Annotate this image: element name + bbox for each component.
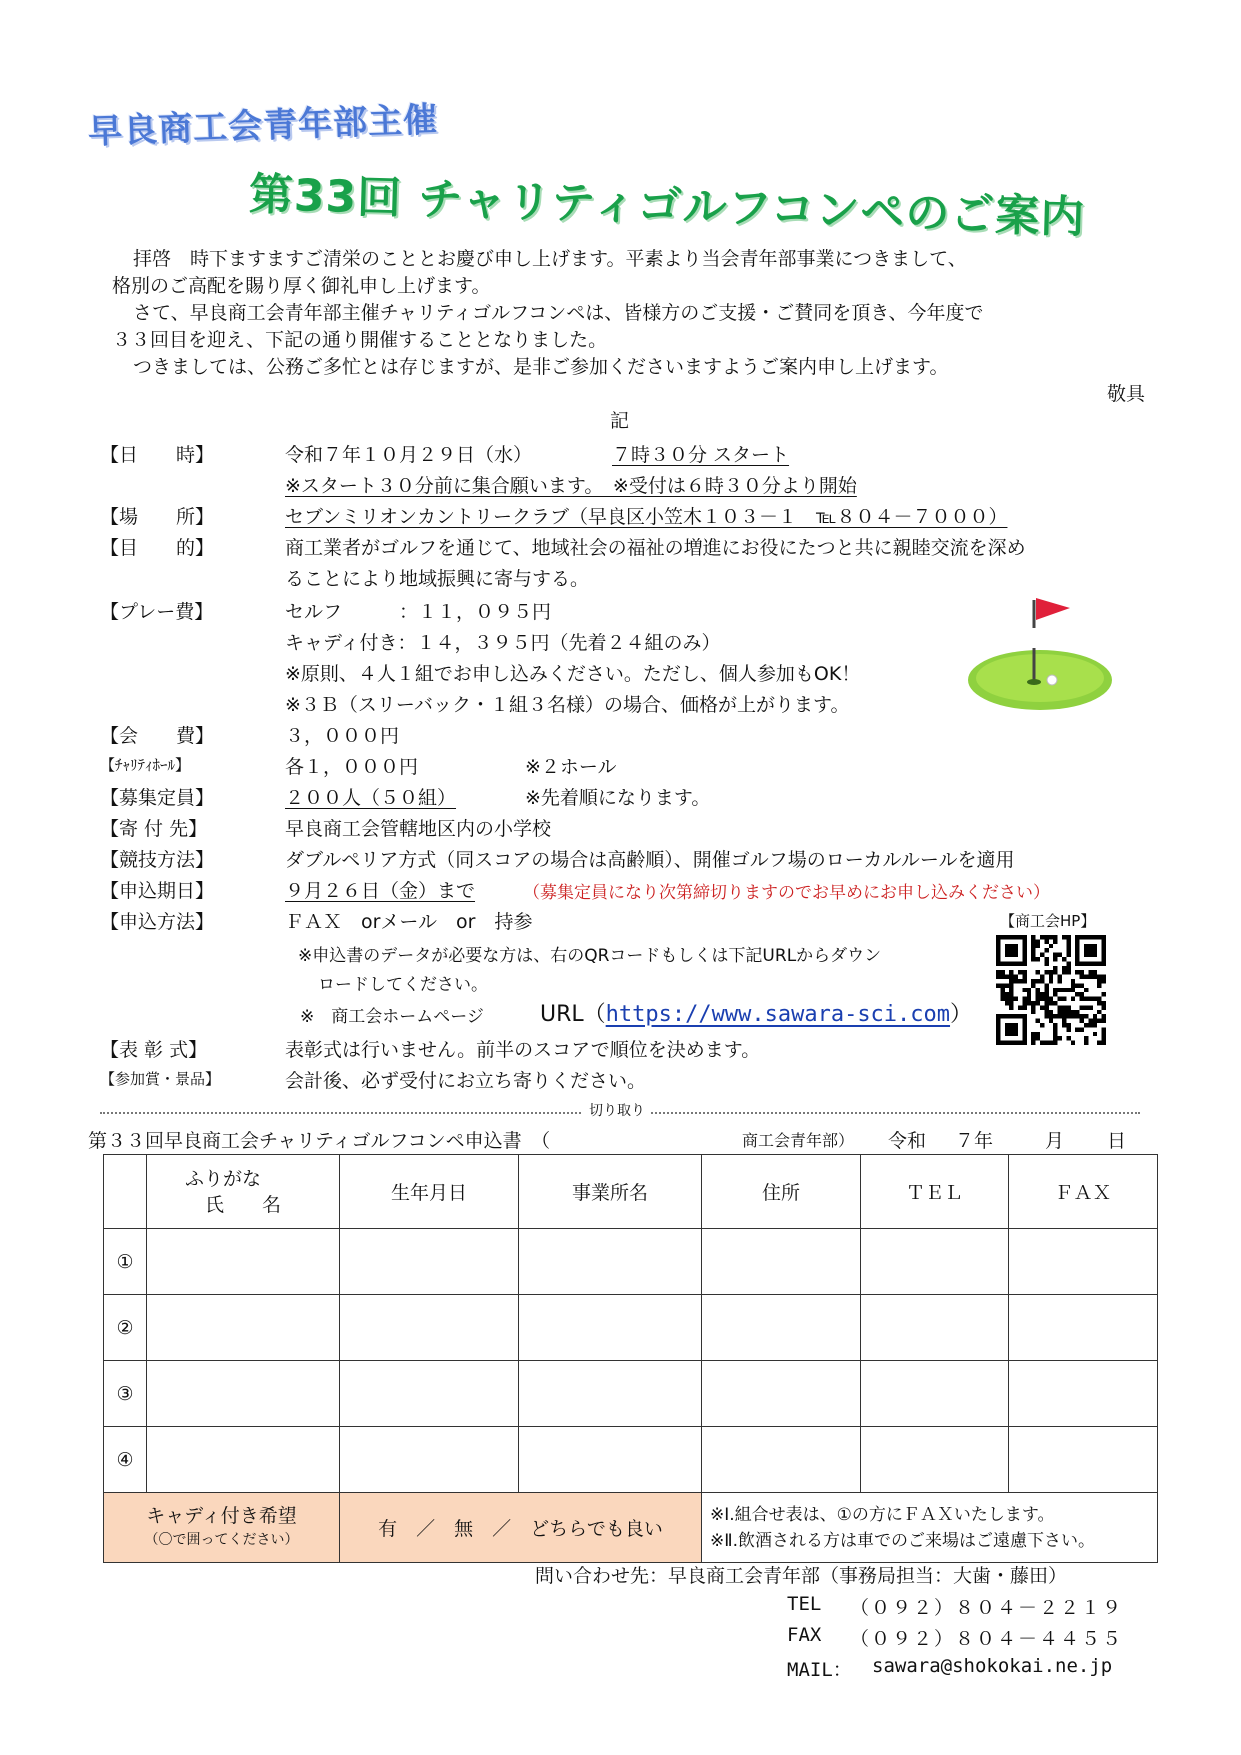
name-input-cell[interactable] [147,1427,340,1493]
business-input-cell[interactable] [519,1229,702,1295]
fee-label: 【会 費】 [100,725,215,747]
header-tel-cell: ＴＥＬ [861,1155,1009,1229]
row-number: ① [104,1229,147,1295]
fax-input-cell[interactable] [1009,1361,1158,1427]
apply-value: ＦＡＸ orメール or 持参 [285,911,533,933]
intro-line-4: ３３回目を迎え、下記の通り開催することとなりました。 [112,329,608,351]
fax-input-cell[interactable] [1009,1229,1158,1295]
tel-input-cell[interactable] [861,1295,1009,1361]
birth-input-cell[interactable] [340,1427,519,1493]
donation-value: 早良商工会管轄地区内の小学校 [285,818,552,840]
capacity-label: 【募集定員】 [100,787,215,809]
furigana-label: ふりがな [184,1167,261,1190]
table-header-row [104,1155,1158,1229]
application-form-table [103,1154,1158,1563]
url-line [540,997,972,1028]
charity-hole-label: 【ﾁｬﾘﾃｨﾎｰﾙ】 [100,756,191,774]
contact-mail[interactable]: sawara@shokokai.ne.jp [872,1655,1113,1677]
contact-fax-label: FAX [787,1624,822,1646]
tel-input-cell[interactable] [861,1361,1009,1427]
business-input-cell[interactable] [519,1361,702,1427]
birth-input-cell[interactable] [340,1361,519,1427]
fax-input-cell[interactable] [1009,1427,1158,1493]
address-input-cell[interactable] [702,1295,861,1361]
business-input-cell[interactable] [519,1427,702,1493]
donation-label: 【寄 付 先】 [100,818,208,840]
contact-mail-label: MAIL： [787,1659,852,1681]
hp-note: ※ 商工会ホームページ [300,1007,484,1027]
qr-label: 【商工会HP】 [1000,912,1096,930]
play-fee-self: セルフ ：１１，０９５円 [285,601,552,623]
address-input-cell[interactable] [702,1427,861,1493]
header-number-cell [104,1155,147,1229]
play-fee-caddie: キャディ付き：１４，３９５円（先着２４組のみ） [285,632,721,654]
qr-code-icon[interactable] [996,935,1106,1045]
apply-note-2: ロードしてください。 [318,975,488,995]
contact-tel: （０９２）８０４－２２１９ [850,1597,1124,1619]
place-label: 【場 所】 [100,506,215,528]
intro-line-1: 拝啓 時下ますますご清栄のこととお慶び申し上げます。平素より当会青年部事業につきまして、 [133,248,967,270]
form-date-era: 令和 [888,1130,927,1152]
header-birth-cell: 生年月日 [340,1155,519,1229]
purpose-line-1: 商工業者がゴルフを通じて、地域社会の福祉の増進にお役にたつと共に親睦交流を深め [285,537,1026,559]
capacity-value: ２００人（５０組） [285,787,457,809]
ki-heading: 記 [610,410,630,432]
charity-hole-note: ※２ホール [525,756,617,778]
caddie-sub-label: （〇で囲ってください） [144,1531,299,1548]
caddie-options-cell[interactable]: 有 ／ 無 ／ どちらでも良い [340,1493,702,1563]
place-value: セブンミリオンカントリークラブ（早良区小笠木１０３－１ ℡８０４－７０００） [285,506,1008,528]
table-row [104,1295,1158,1361]
award-value: 表彰式は行いません。前半のスコアで順位を決めます。 [285,1039,761,1061]
form-group-suffix: 商工会青年部） [742,1131,855,1150]
form-date-month: 月 [1045,1130,1065,1152]
closing-word: 敬具 [1107,383,1146,405]
row-number: ③ [104,1361,147,1427]
name-input-cell[interactable] [147,1229,340,1295]
tel-input-cell[interactable] [861,1229,1009,1295]
date-note: ※スタート３０分前に集合願います。 ※受付は６時３０分より開始 [285,475,857,497]
header-business-cell: 事業所名 [519,1155,702,1229]
method-label: 【競技方法】 [100,849,215,871]
form-notes-cell [702,1493,1158,1563]
date-value: 令和７年１０月２９日（水） [285,444,533,466]
play-fee-note-2: ※３Ｂ（スリーバック・１組３名様）の場合、価格が上がります。 [285,694,850,716]
tel-input-cell[interactable] [861,1427,1009,1493]
contact-tel-label: TEL [787,1593,822,1615]
main-title: 第33回 チャリティゴルフコンペのご案内 [248,168,1087,244]
purpose-line-2: ることにより地域振興に寄与する。 [285,568,590,590]
birth-input-cell[interactable] [340,1295,519,1361]
apply-note-1: ※申込書のデータが必要な方は、右のQRコードもしくは下記URLからダウン [298,946,882,966]
deadline-value: ９月２６日（金）まで [285,880,476,902]
table-row [104,1361,1158,1427]
purpose-label: 【目 的】 [100,537,215,559]
contact-heading: 問い合わせ先：早良商工会青年部（事務局担当：大歯・藤田） [535,1565,1068,1587]
cut-label: 切り取り [583,1100,651,1120]
business-input-cell[interactable] [519,1295,702,1361]
caddie-label: キャディ付き希望 [146,1504,297,1527]
row-number: ④ [104,1427,147,1493]
date-label: 【日 時】 [100,444,215,466]
birth-input-cell[interactable] [340,1229,519,1295]
fax-input-cell[interactable] [1009,1295,1158,1361]
capacity-note: ※先着順になります。 [525,787,711,809]
apply-label: 【申込方法】 [100,911,215,933]
header-address-cell: 住所 [702,1155,861,1229]
address-input-cell[interactable] [702,1361,861,1427]
url-prefix: URL（ [540,1002,606,1027]
name-input-cell[interactable] [147,1361,340,1427]
intro-line-5: つきましては、公務ご多忙とは存じますが、是非ご参加くださいますようご案内申し上げます。 [133,356,949,378]
table-row [104,1229,1158,1295]
header-fax-cell: ＦＡＸ [1009,1155,1158,1229]
prize-label: 【参加賞・景品】 [100,1070,221,1088]
name-input-cell[interactable] [147,1295,340,1361]
address-input-cell[interactable] [702,1229,861,1295]
prize-value: 会計後、必ず受付にお立ち寄りください。 [285,1070,647,1092]
intro-line-2: 格別のご高配を賜り厚く御礼申し上げます。 [112,275,491,297]
start-time: ７時３０分 スタート [612,444,790,466]
intro-line-3: さて、早良商工会青年部主催チャリティゴルフコンペは、皆様方のご支援・ご賛同を頂き、今年度で [133,302,984,324]
charity-hole-value: 各１，０００円 [285,756,419,778]
header-name-cell [147,1155,340,1229]
fee-value: ３，０００円 [285,725,400,747]
organizer-title: 早良商工会青年部主催 [87,99,439,153]
caddie-label-cell [104,1493,340,1563]
form-note-1: ※Ⅰ.組合せ表は、①の方にＦＡＸいたします。 [710,1504,1055,1525]
row-number: ② [104,1295,147,1361]
play-fee-label: 【プレー費】 [100,601,214,623]
play-fee-note-1: ※原則、４人１組でお申し込みください。ただし、個人参加もOK！ [285,663,861,685]
golf-green-icon [962,588,1117,718]
form-date-year: ７年 [955,1130,994,1152]
award-label: 【表 彰 式】 [100,1039,208,1061]
form-date-day: 日 [1107,1130,1127,1152]
table-row [104,1427,1158,1493]
deadline-note: （募集定員になり次第締切りますのでお早めにお申し込みください） [523,883,1050,903]
form-note-2: ※Ⅱ.飲酒される方は車でのご来場はご遠慮下さい。 [710,1530,1096,1551]
form-title: 第３３回早良商工会チャリティゴルフコンペ申込書 （ [88,1130,551,1152]
url-close: ） [950,1002,973,1027]
name-label: 氏 名 [204,1193,281,1216]
homepage-url-link[interactable]: https://www.sawara-sci.com [605,1002,951,1027]
contact-fax: （０９２）８０４－４４５５ [850,1628,1124,1650]
method-value: ダブルペリア方式（同スコアの場合は高齢順）、開催ゴルフ場のローカルルールを適用 [285,849,1015,871]
caddie-row [104,1493,1158,1563]
deadline-label: 【申込期日】 [100,880,215,902]
